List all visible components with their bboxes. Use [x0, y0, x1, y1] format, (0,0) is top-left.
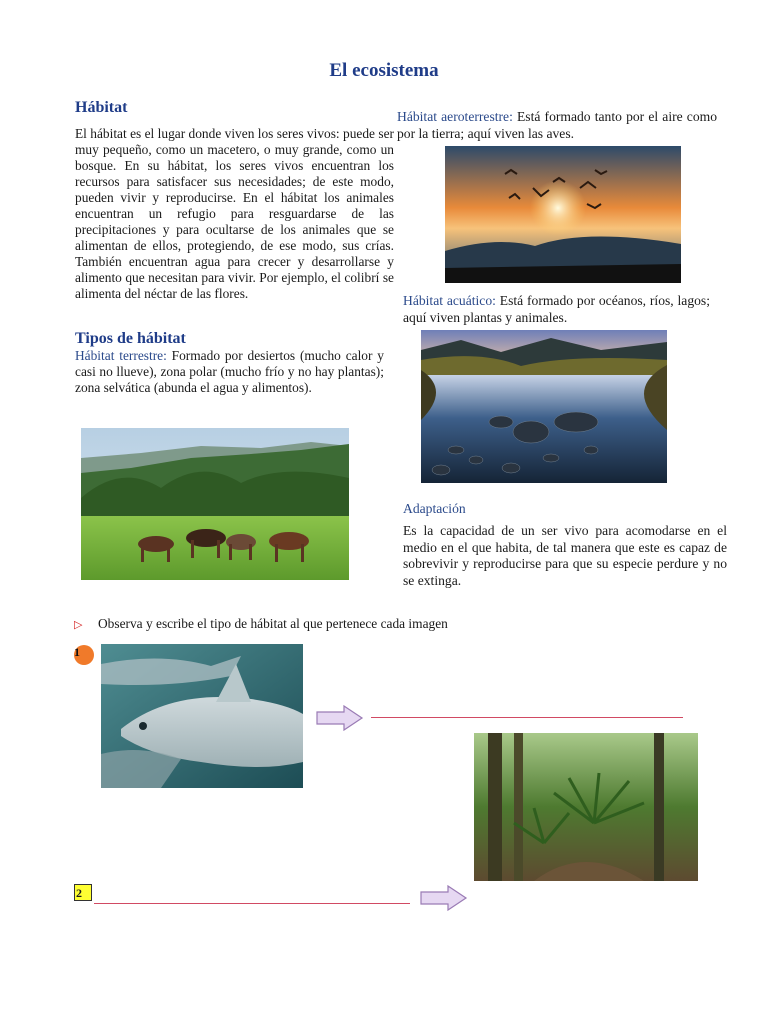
- acuatico-label: Hábitat acuático:: [403, 293, 496, 308]
- horses-meadow-image: [81, 428, 349, 580]
- adaptacion-paragraph: Es la capacidad de un ser vivo para acomodarse en el medio en el que habita, de tal manera que este es capaz de sobrevivir y reproducirse para que su especie perdure y no se extinga.: [403, 523, 727, 588]
- terrestre-label: Hábitat terrestre:: [75, 348, 167, 363]
- adaptacion-heading: Adaptación: [403, 501, 466, 516]
- habitat-heading: Hábitat: [75, 99, 128, 116]
- answer-line-1[interactable]: [371, 717, 683, 718]
- habitat-paragraph: El hábitat es el lugar donde viven los seres vivos: puede ser muy pequeño, como un macetero, o muy grande, como un bosque. En su hábitat, los seres vivos encuentran los recursos para satisfacer sus necesidades; de este modo, pueden vivir y reproducirse. En el hábitat los animales encuentran un refugio para resguardarse de las precipitaciones y para ocultarse de los animales que se alimentan de ellos, protegiendo, de ese modo, sus crías. También encuentran agua para crecer y desarrollarse y alimento que necesitan para vivir. Por ejemplo, el colibrí se alimenta del néctar de las flores.: [75, 126, 394, 301]
- fish-underwater-image: [101, 644, 303, 788]
- aeroterrestre-label: Hábitat aeroterrestre:: [397, 109, 513, 124]
- terrestre-paragraph: [75, 348, 384, 396]
- aeroterrestre-paragraph: [397, 108, 717, 142]
- sunset-birds-image: [445, 146, 681, 283]
- exercise-instruction: Observa y escribe el tipo de hábitat al que pertenece cada imagen: [98, 616, 448, 631]
- bullet-arrow-icon: ▷: [74, 619, 83, 631]
- item-1-number-badge: [74, 645, 94, 665]
- item-2-number: 2: [76, 886, 82, 900]
- tipos-heading: Tipos de hábitat: [75, 330, 186, 347]
- forest-jungle-image: [474, 733, 698, 881]
- acuatico-paragraph: [403, 293, 710, 326]
- aeroterrestre-text: Está formado tanto por el aire como por la tierra; aquí viven las aves.: [397, 109, 717, 141]
- arrow-right-icon: [316, 705, 364, 731]
- item-1-number: 1: [74, 645, 80, 659]
- page-title: El ecosistema: [329, 60, 439, 81]
- terrestre-text: Formado por desiertos (mucho calor y casi no llueve), zona polar (mucho frío y no hay plantas); zona selvática (abunda el agua y alimentos).: [75, 348, 384, 395]
- arrow-right-icon: [420, 885, 468, 911]
- lake-rocks-image: [421, 330, 667, 483]
- answer-line-2[interactable]: [94, 903, 410, 904]
- item-2-number-badge: [74, 884, 92, 901]
- acuatico-text: Está formado por océanos, ríos, lagos; aquí viven plantas y animales.: [403, 293, 710, 325]
